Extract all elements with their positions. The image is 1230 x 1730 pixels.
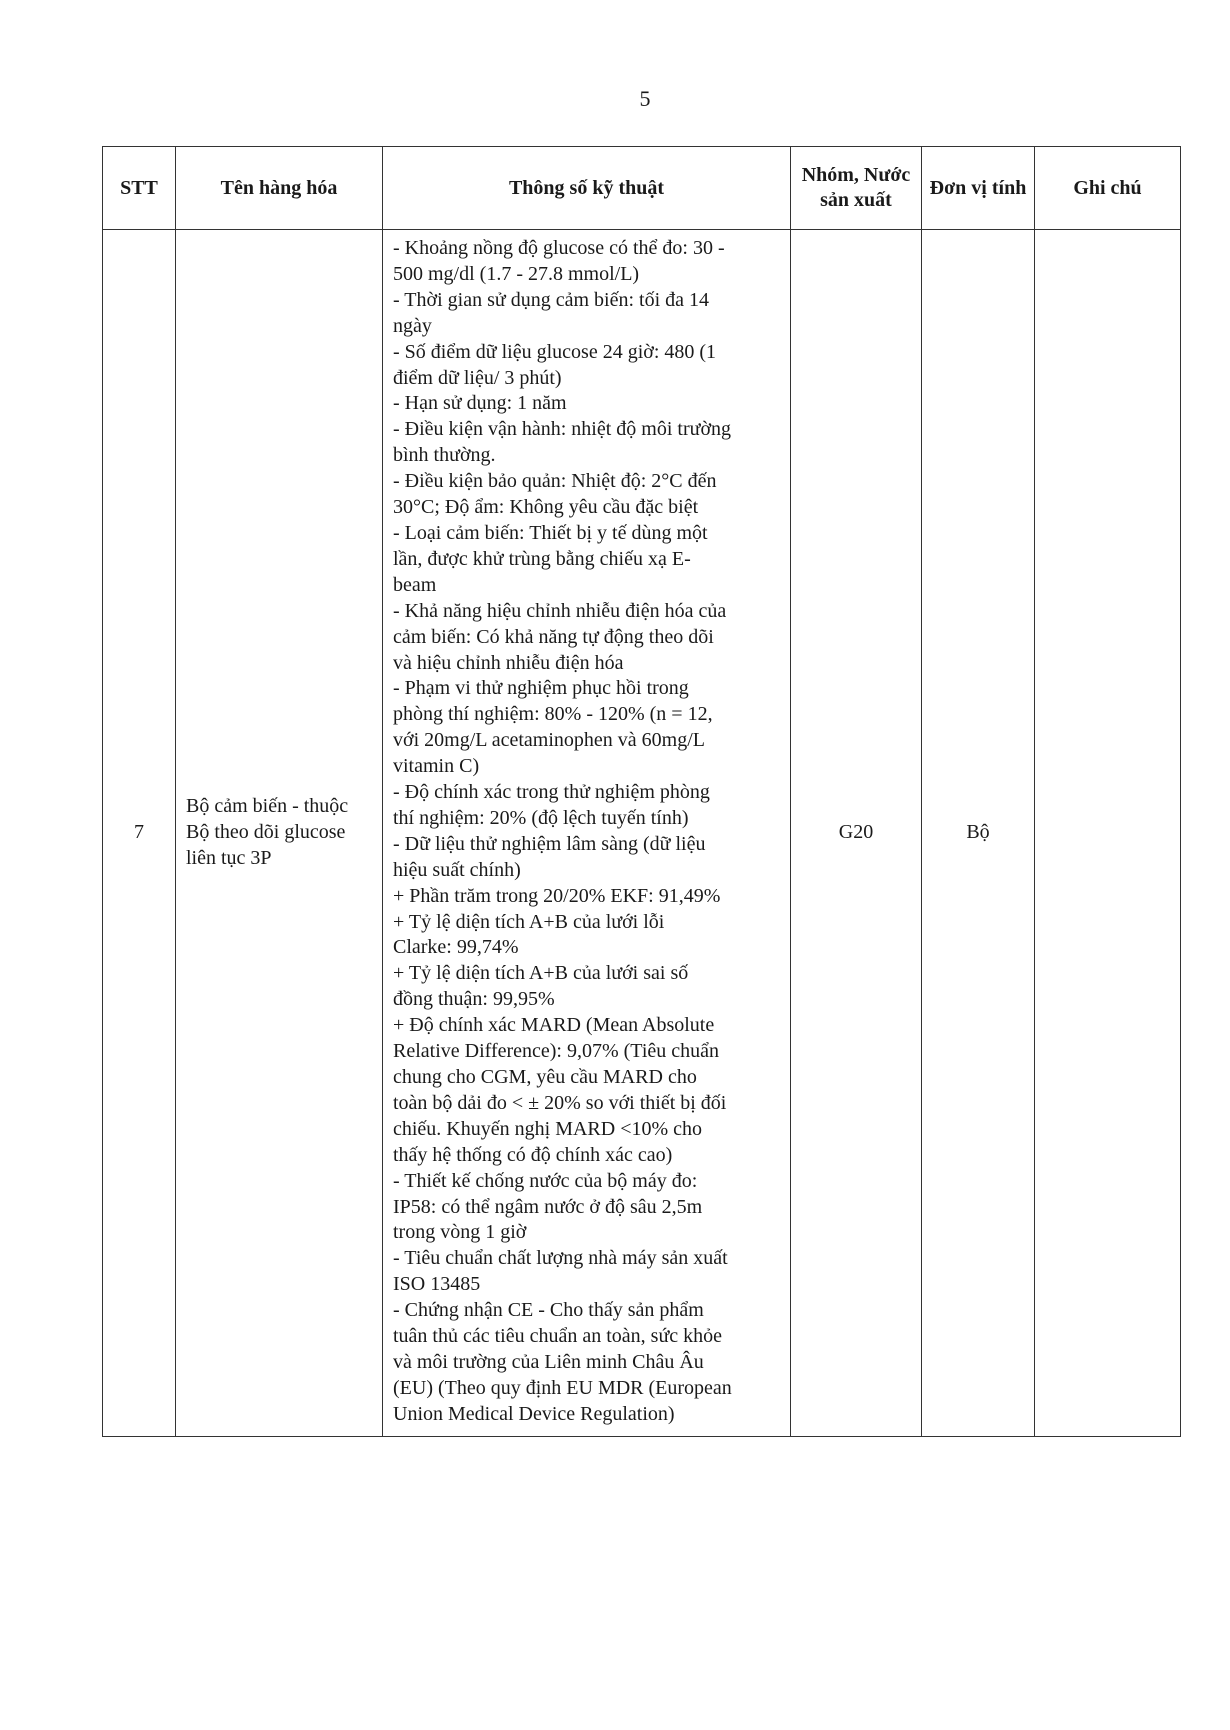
spec-line: bình thường. xyxy=(393,444,496,467)
spec-line: - Điều kiện bảo quản: Nhiệt độ: 2°C đến xyxy=(393,470,717,493)
spec-lines xyxy=(393,236,784,1428)
spec-line: vitamin C) xyxy=(393,755,480,778)
spec-line: - Khả năng hiệu chỉnh nhiễu điện hóa của xyxy=(393,599,727,622)
spec-line: ISO 13485 xyxy=(393,1273,481,1296)
row-stt: 7 xyxy=(103,230,176,1437)
spec-line: (EU) (Theo quy định EU MDR (European xyxy=(393,1376,732,1399)
spec-line: và hiệu chỉnh nhiễu điện hóa xyxy=(393,651,624,674)
header-note: Ghi chú xyxy=(1035,147,1181,230)
spec-line: - Tiêu chuẩn chất lượng nhà máy sản xuất xyxy=(393,1247,728,1270)
spec-line: với 20mg/L acetaminophen và 60mg/L xyxy=(393,729,705,752)
spec-line: - Dữ liệu thử nghiệm lâm sàng (dữ liệu xyxy=(393,832,706,855)
spec-line: Union Medical Device Regulation) xyxy=(393,1402,675,1425)
spec-line: - Chứng nhận CE - Cho thấy sản phẩm xyxy=(393,1299,704,1322)
header-product-name: Tên hàng hóa xyxy=(176,147,383,230)
row-note xyxy=(1035,230,1181,1437)
spec-line: điểm dữ liệu/ 3 phút) xyxy=(393,366,562,389)
spec-line: - Khoảng nồng độ glucose có thể đo: 30 - xyxy=(393,237,725,259)
spec-line: + Độ chính xác MARD (Mean Absolute xyxy=(393,1014,715,1037)
spec-line: - Số điểm dữ liệu glucose 24 giờ: 480 (1 xyxy=(393,340,717,363)
spec-line: beam xyxy=(393,573,437,596)
spec-line: - Thiết kế chống nước của bộ máy đo: xyxy=(393,1169,698,1192)
spec-line: - Thời gian sử dụng cảm biến: tối đa 14 xyxy=(393,288,709,311)
row-group-origin: G20 xyxy=(791,230,922,1437)
spec-line: toàn bộ dải đo < ± 20% so với thiết bị đối xyxy=(393,1091,727,1114)
page-number: 5 xyxy=(639,86,651,111)
row-technical-specs xyxy=(383,230,791,1437)
header-group-origin: Nhóm, Nước sản xuất xyxy=(791,147,922,230)
header-technical-specs: Thông số kỹ thuật xyxy=(383,147,791,230)
header-stt: STT xyxy=(103,147,176,230)
spec-line: đồng thuận: 99,95% xyxy=(393,988,555,1011)
spec-line: + Tỷ lệ diện tích A+B của lưới lỗi xyxy=(393,910,665,933)
spec-line: + Tỷ lệ diện tích A+B của lưới sai số xyxy=(393,962,689,985)
spec-line: 500 mg/dl (1.7 - 27.8 mmol/L) xyxy=(393,262,640,285)
spec-line: thí nghiệm: 20% (độ lệch tuyến tính) xyxy=(393,806,689,829)
specification-table xyxy=(102,146,1181,1437)
spec-line: lần, được khử trùng bằng chiếu xạ E- xyxy=(393,547,691,570)
spec-line: trong vòng 1 giờ xyxy=(393,1221,527,1244)
spec-line: cảm biến: Có khả năng tự động theo dõi xyxy=(393,625,714,648)
spec-line: - Loại cảm biến: Thiết bị y tế dùng một xyxy=(393,521,708,544)
spec-line: Relative Difference): 9,07% (Tiêu chuẩn xyxy=(393,1040,720,1063)
spec-line: phòng thí nghiệm: 80% - 120% (n = 12, xyxy=(393,703,713,726)
spec-line: thấy hệ thống có độ chính xác cao) xyxy=(393,1143,673,1166)
spec-line: và môi trường của Liên minh Châu Âu xyxy=(393,1350,704,1373)
table-row xyxy=(103,230,1181,1437)
spec-line: IP58: có thể ngâm nước ở độ sâu 2,5m xyxy=(393,1195,703,1218)
spec-line: - Điều kiện vận hành: nhiệt độ môi trường xyxy=(393,418,732,441)
spec-line: hiệu suất chính) xyxy=(393,858,521,881)
table-header-row xyxy=(103,147,1181,230)
row-unit: Bộ xyxy=(922,230,1035,1437)
spec-line: Clarke: 99,74% xyxy=(393,936,519,959)
spec-line: - Độ chính xác trong thử nghiệm phòng xyxy=(393,781,710,804)
spec-line: tuân thủ các tiêu chuẩn an toàn, sức khỏe xyxy=(393,1325,723,1348)
row-product-name: Bộ cảm biến - thuộc Bộ theo dõi glucose liên tục 3P xyxy=(176,230,383,1437)
spec-line: chiếu. Khuyến nghị MARD <10% cho xyxy=(393,1117,703,1140)
spec-line: chung cho CGM, yêu cầu MARD cho xyxy=(393,1066,697,1088)
spec-line: - Hạn sử dụng: 1 năm xyxy=(393,392,567,415)
spec-line: ngày xyxy=(393,314,432,337)
spec-line: + Phần trăm trong 20/20% EKF: 91,49% xyxy=(393,884,721,907)
header-unit: Đơn vị tính xyxy=(922,147,1035,230)
spec-line: 30°C; Độ ẩm: Không yêu cầu đặc biệt xyxy=(393,496,699,519)
spec-line: - Phạm vi thử nghiệm phục hồi trong xyxy=(393,677,689,700)
